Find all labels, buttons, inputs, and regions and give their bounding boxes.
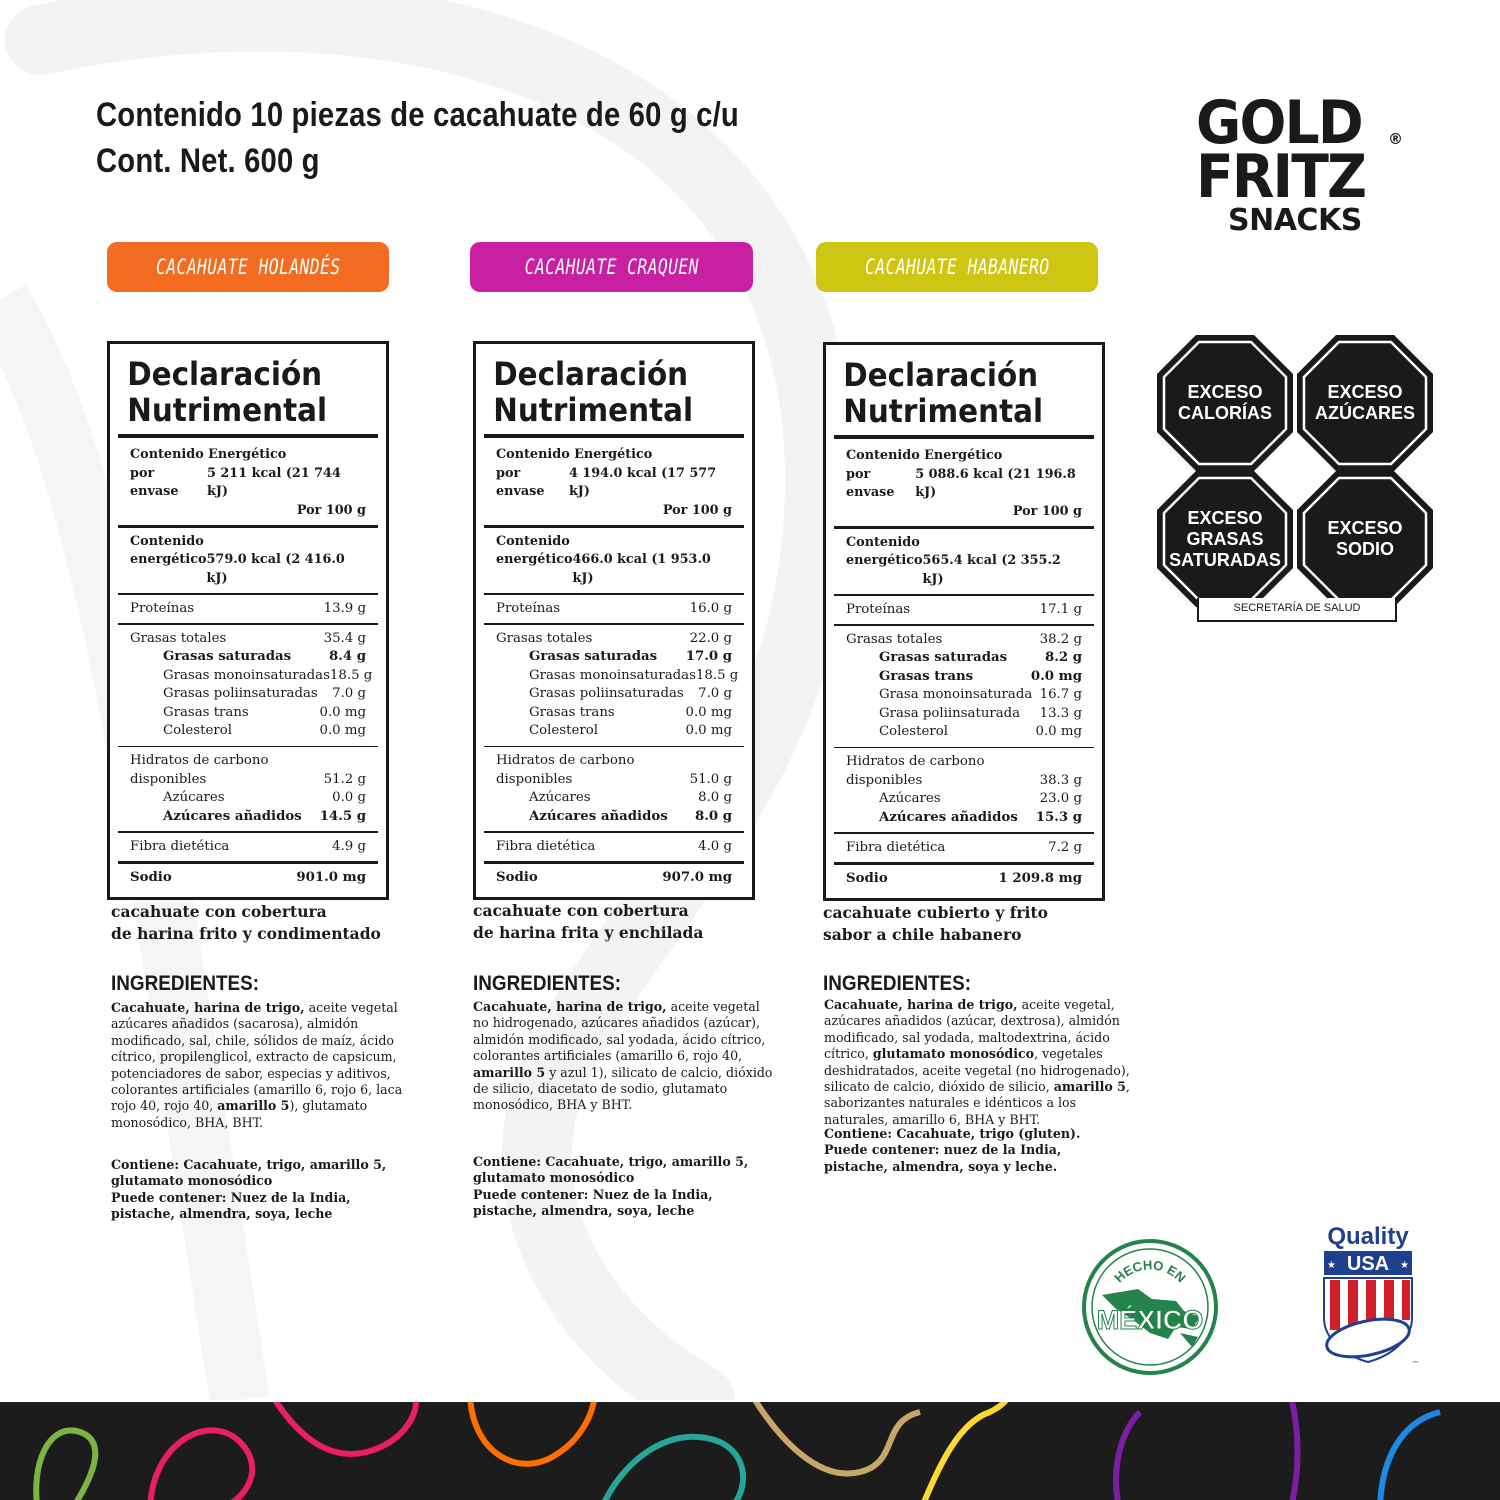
nutrition-panel-habanero bbox=[823, 342, 1105, 901]
ingredients-list-craquen bbox=[473, 999, 773, 1114]
divider bbox=[834, 435, 1094, 439]
ingredients-list-holandes bbox=[111, 1000, 411, 1131]
nutrient-value: 901.0 mg bbox=[296, 869, 366, 885]
fat-row bbox=[496, 704, 732, 723]
energy-label: Contenido Energético bbox=[130, 447, 287, 462]
energy-envase-label: por envase bbox=[130, 465, 179, 499]
fat-row bbox=[130, 704, 366, 723]
nutrient-label: Azúcares añadidos bbox=[163, 808, 302, 824]
seal-exceso-calorias bbox=[1155, 333, 1295, 473]
nutrient-value: 16.0 g bbox=[689, 600, 732, 616]
nutrient-label: Fibra dietética bbox=[496, 838, 596, 854]
nutrient-label: Grasas totales bbox=[130, 630, 227, 646]
ingredients-text: y azul 1), silicato de calcio, dióxido de silicio, diacetato de sodio, glutamato monosódico, BHA y BHT. bbox=[473, 1064, 773, 1113]
product-pill-craquen bbox=[470, 242, 753, 292]
nutrient-value: 38.3 g bbox=[1039, 772, 1082, 788]
fat-row bbox=[130, 667, 373, 686]
added-sugars-row bbox=[130, 808, 366, 827]
content-line: Contenido 10 piezas de cacahuate de 60 g c/u bbox=[96, 96, 739, 134]
nutrient-value: 17.1 g bbox=[1039, 601, 1082, 617]
divider bbox=[118, 623, 378, 625]
product-description-habanero bbox=[823, 902, 1048, 946]
panel-title-line: Declaración bbox=[843, 356, 1039, 394]
per-100g-label: Por 100 g bbox=[296, 502, 366, 518]
nutrient-value: 8.0 g bbox=[698, 790, 732, 805]
fat-row bbox=[496, 722, 732, 741]
panel-title bbox=[118, 356, 394, 428]
nutrient-label: Colesterol bbox=[529, 723, 598, 738]
per-100g-label: Por 100 g bbox=[1012, 503, 1082, 519]
svg-text:★: ★ bbox=[1400, 1260, 1409, 1271]
ingredients-bold: amarillo 5 bbox=[1053, 1079, 1126, 1095]
squiggle-decoration bbox=[0, 1402, 1500, 1500]
fiber-row bbox=[846, 839, 1082, 858]
nutrient-label: Fibra dietética bbox=[130, 838, 230, 854]
nutrient-label: Sodio bbox=[496, 869, 538, 885]
fiber-row bbox=[496, 838, 732, 857]
seal-exceso-grasas-saturadas bbox=[1155, 469, 1295, 609]
energy-content-label: Contenido bbox=[496, 533, 570, 549]
nutrient-label: Sodio bbox=[130, 869, 172, 885]
nutrient-label: Proteínas bbox=[130, 600, 195, 616]
ingredients-text: , saborizantes naturales e idénticos a los naturales, amarillo 6, BHA y BHT. bbox=[824, 1079, 1130, 1127]
nutrient-value: 0.0 mg bbox=[319, 704, 366, 720]
registered-mark: ® bbox=[1388, 130, 1403, 148]
sugars-row bbox=[130, 789, 366, 808]
nutrient-value: 0.0 mg bbox=[685, 723, 732, 738]
divider bbox=[484, 434, 744, 438]
product-name: CACAHUATE CRAQUEN bbox=[524, 255, 699, 279]
nutrient-value: 7.2 g bbox=[1048, 839, 1082, 855]
badge-main-text: MÉXICO bbox=[1096, 1305, 1204, 1335]
added-sugars-row bbox=[496, 808, 732, 827]
seal-line: EXCESO bbox=[1327, 518, 1403, 538]
description-line: de harina frita y enchilada bbox=[473, 923, 704, 942]
nutrient-value: 15.3 g bbox=[1035, 809, 1082, 825]
peanut-shield-icon bbox=[1314, 1218, 1424, 1368]
protein-row bbox=[846, 601, 1082, 620]
seal-exceso-sodio bbox=[1295, 469, 1435, 609]
nutrient-value: 4.9 g bbox=[332, 838, 366, 854]
ingredients-heading: INGREDIENTES: bbox=[823, 972, 972, 995]
seal-line: SODIO bbox=[1335, 539, 1394, 559]
allergen-may-contain: Puede contener: Nuez de la India, pistache, almendra, soya, leche bbox=[473, 1186, 713, 1219]
sodium-row bbox=[130, 869, 366, 888]
panel-title-line: Nutrimental bbox=[127, 391, 328, 429]
nutrient-label: Grasas saturadas bbox=[879, 650, 1008, 665]
energy-content bbox=[834, 534, 1094, 590]
divider bbox=[118, 831, 378, 833]
nutrient-value: 7.0 g bbox=[332, 686, 366, 701]
panel-title-line: Nutrimental bbox=[843, 392, 1044, 430]
nutrient-label: Grasas totales bbox=[496, 630, 593, 646]
nutrient-value: 0.0 mg bbox=[685, 704, 732, 720]
seal-line: GRASAS bbox=[1186, 528, 1264, 549]
carbs-row bbox=[130, 771, 366, 790]
nutrient-label: disponibles bbox=[496, 771, 573, 787]
nutrient-value: 8.4 g bbox=[328, 649, 366, 664]
allergen-contains: Contiene: Cacahuate, trigo, amarillo 5, glutamato monosódico bbox=[111, 1157, 387, 1189]
badge-top-text: HECHO EN bbox=[1111, 1257, 1189, 1286]
energy-per-package bbox=[118, 446, 378, 520]
hecho-en-mexico-badge bbox=[1080, 1237, 1220, 1377]
product-pill-holandes bbox=[107, 242, 389, 292]
fat-row bbox=[846, 723, 1082, 742]
carbs-row bbox=[846, 772, 1082, 791]
description-line: cacahuate con cobertura bbox=[111, 902, 327, 921]
fat-row bbox=[130, 685, 366, 704]
ingredients-text: , vegetales deshidratados, aceite vegetal (no hidrogenado), silicato de calcio, dióxido de silicio, bbox=[824, 1046, 1130, 1095]
nutrient-label: Grasas saturadas bbox=[529, 649, 658, 664]
energy-envase-label: por envase bbox=[496, 465, 545, 499]
energy-envase-value: 5 088.6 kcal (21 196.8 kJ) bbox=[915, 466, 1076, 500]
nutrient-label: Azúcares bbox=[879, 791, 941, 806]
fat-row bbox=[496, 667, 739, 686]
energy-content-label: energético bbox=[846, 553, 923, 568]
logo-word-gold: GOLD bbox=[1196, 88, 1362, 158]
sugars-row bbox=[846, 790, 1082, 809]
nutrition-panel-craquen bbox=[473, 341, 755, 900]
nutrient-value: 13.3 g bbox=[1039, 705, 1082, 721]
allergens-craquen bbox=[473, 1154, 773, 1220]
fat-row bbox=[846, 686, 1082, 705]
nutrient-value: 14.5 g bbox=[319, 808, 366, 824]
energy-content bbox=[118, 533, 378, 589]
nutrient-value: 13.9 g bbox=[323, 600, 366, 616]
description-line: sabor a chile habanero bbox=[823, 925, 1022, 944]
fat-row bbox=[846, 705, 1082, 724]
nutrient-value: 17.0 g bbox=[685, 649, 732, 664]
divider bbox=[118, 434, 378, 438]
allergens-holandes bbox=[111, 1157, 401, 1223]
nutrient-label: Grasa monoinsaturada bbox=[879, 687, 1033, 702]
nutrient-value: 16.7 g bbox=[1039, 687, 1082, 702]
nutrient-value: 51.2 g bbox=[323, 771, 366, 787]
total-fat-row bbox=[496, 630, 732, 649]
nutrient-label: Fibra dietética bbox=[846, 839, 946, 855]
divider bbox=[834, 747, 1094, 749]
ingredients-bold: Cacahuate, harina de trigo, bbox=[473, 999, 667, 1014]
ingredients-heading: INGREDIENTES: bbox=[473, 972, 622, 995]
quality-text: Quality bbox=[1327, 1223, 1409, 1250]
nutrient-label: Proteínas bbox=[846, 601, 911, 617]
divider bbox=[834, 624, 1094, 626]
ingredients-bold: Cacahuate, harina de trigo, bbox=[824, 997, 1018, 1012]
ingredients-heading: INGREDIENTES: bbox=[111, 972, 260, 995]
divider bbox=[118, 593, 378, 595]
nutrient-value: 8.0 g bbox=[694, 808, 732, 824]
seal-line: EXCESO bbox=[1327, 382, 1403, 402]
energy-envase-value: 5 211 kcal (21 744 kJ) bbox=[207, 465, 341, 499]
tm-mark: ™ bbox=[1412, 1360, 1419, 1368]
allergen-may-contain: Puede contener: nuez de la India, pistache, almendra, soya y leche. bbox=[824, 1142, 1062, 1174]
protein-row bbox=[130, 600, 366, 619]
divider bbox=[834, 594, 1094, 596]
allergens-habanero bbox=[824, 1126, 1114, 1175]
ingredients-bold: Cacahuate, harina de trigo, bbox=[111, 1000, 305, 1015]
energy-content-label: energético bbox=[496, 552, 573, 567]
divider bbox=[118, 746, 378, 748]
nutrient-label: Grasas monoinsaturadas bbox=[529, 667, 696, 683]
energy-per-package bbox=[484, 446, 744, 520]
divider bbox=[118, 861, 378, 864]
nutrient-label: Azúcares bbox=[529, 790, 591, 805]
product-description-craquen bbox=[473, 900, 703, 944]
divider bbox=[118, 525, 378, 528]
energy-label: Contenido Energético bbox=[496, 447, 653, 462]
panel-title-line: Nutrimental bbox=[493, 391, 694, 429]
nutrient-value: 0.0 mg bbox=[319, 723, 366, 738]
package-content-heading bbox=[96, 92, 739, 184]
quality-usa-badge bbox=[1314, 1218, 1424, 1368]
description-line: cacahuate con cobertura bbox=[473, 901, 689, 920]
divider bbox=[484, 525, 744, 528]
divider bbox=[484, 623, 744, 625]
nutrient-label: Grasas trans bbox=[879, 668, 974, 684]
nutrient-label: Sodio bbox=[846, 870, 888, 886]
total-fat-row bbox=[846, 631, 1082, 650]
nutrient-label: Azúcares bbox=[163, 790, 225, 805]
energy-envase-value: 4 194.0 kcal (17 577 kJ) bbox=[568, 465, 717, 499]
nutrient-value: 0.0 g bbox=[332, 790, 366, 805]
sugars-row bbox=[496, 789, 732, 808]
carbs-row bbox=[846, 753, 1082, 772]
nutrient-label: Grasas trans bbox=[529, 704, 615, 720]
decorative-band bbox=[0, 1402, 1500, 1500]
allergen-contains: Contiene: Cacahuate, trigo, amarillo 5, glutamato monosódico bbox=[473, 1154, 749, 1186]
energy-label: Contenido Energético bbox=[846, 448, 1003, 463]
mexico-map-icon bbox=[1080, 1237, 1220, 1377]
nutrient-value: 907.0 mg bbox=[662, 869, 732, 885]
sodium-row bbox=[846, 870, 1082, 889]
seal-line: EXCESO bbox=[1187, 382, 1263, 402]
ingredients-text: aceite vegetal no hidrogenado, azúcares añadidos (azúcar), almidón modificado, sal yodada, ácido cítrico, colorantes artificiales (amarillo 6, rojo 40, bbox=[473, 999, 766, 1064]
divider bbox=[484, 746, 744, 748]
seal-line: SATURADAS bbox=[1169, 549, 1281, 570]
net-content-line: Cont. Net. 600 g bbox=[96, 142, 320, 180]
product-name: CACAHUATE HOLANDÉS bbox=[155, 255, 341, 279]
nutrient-label: Grasas totales bbox=[846, 631, 943, 647]
total-fat-row bbox=[130, 630, 366, 649]
energy-content bbox=[484, 533, 744, 589]
ingredients-list-habanero bbox=[824, 997, 1130, 1128]
seal-exceso-azucares bbox=[1295, 333, 1435, 473]
energy-content-label: Contenido bbox=[130, 533, 204, 549]
divider bbox=[834, 832, 1094, 834]
nutrient-label: Grasas trans bbox=[163, 704, 249, 720]
nutrition-panel-holandes bbox=[107, 341, 389, 900]
carbs-row bbox=[496, 771, 732, 790]
ingredients-bold: amarillo 5 bbox=[217, 1098, 290, 1114]
energy-content-value: 565.4 kcal (2 355.2 kJ) bbox=[922, 553, 1061, 587]
energy-content-label: Contenido bbox=[846, 534, 920, 550]
ingredients-text: aceite vegetal azúcares añadidos (sacarosa), almidón modificado, sal, chile, sólidos de maíz, ácido cítrico, propilenglicol, extracto de capsicum, potenciadores de sabor, especias y aditivos, colorantes artificiales (amarillo 6, rojo 6, laca rojo 40, rojo 40, bbox=[111, 1000, 403, 1114]
nutrient-label: Azúcares añadidos bbox=[529, 808, 668, 824]
gold-fritz-logo bbox=[1196, 88, 1416, 238]
nutrient-label: Grasa poliinsaturada bbox=[879, 705, 1021, 721]
nutrient-value: 38.2 g bbox=[1039, 631, 1082, 647]
divider bbox=[484, 831, 744, 833]
panel-title-line: Declaración bbox=[127, 355, 323, 393]
logo-word-fritz: FRITZ bbox=[1196, 142, 1366, 212]
carbs-row bbox=[130, 752, 366, 771]
nutrient-value: 18.5 g bbox=[329, 667, 373, 683]
product-name: CACAHUATE HABANERO bbox=[864, 255, 1050, 279]
seal-line: EXCESO bbox=[1187, 507, 1263, 528]
fat-row bbox=[846, 649, 1082, 668]
fat-row bbox=[496, 648, 732, 667]
added-sugars-row bbox=[846, 809, 1082, 828]
nutrient-value: 23.0 g bbox=[1039, 791, 1082, 806]
nutrient-label: Hidratos de carbono bbox=[496, 753, 635, 768]
panel-title bbox=[834, 357, 1110, 429]
seal-authority: SECRETARÍA DE SALUD bbox=[1197, 598, 1397, 622]
nutrient-value: 7.0 g bbox=[698, 686, 732, 701]
allergen-may-contain: Puede contener: Nuez de la India, pistache, almendra, soya, leche bbox=[111, 1189, 351, 1222]
nutrient-label: Grasas saturadas bbox=[163, 649, 292, 664]
description-line: cacahuate cubierto y frito bbox=[823, 903, 1048, 922]
nutrient-value: 18.5 g bbox=[695, 667, 739, 683]
fat-row bbox=[130, 648, 366, 667]
ingredients-text: ), glutamato monosódico, BHA, BHT. bbox=[111, 1098, 368, 1130]
divider bbox=[484, 593, 744, 595]
energy-content-value: 579.0 kcal (2 416.0 kJ) bbox=[206, 552, 345, 586]
product-description-holandes bbox=[111, 901, 381, 945]
nutrient-value: 0.0 mg bbox=[1035, 724, 1082, 739]
nutrient-value: 35.4 g bbox=[323, 630, 366, 646]
divider bbox=[484, 861, 744, 864]
protein-row bbox=[496, 600, 732, 619]
ingredients-text: aceite vegetal, azúcares añadidos (azúcar, dextrosa), almidón modificado, sal yodada, maltodextrina, ácido cítrico, bbox=[824, 997, 1120, 1062]
nutrient-value: 8.2 g bbox=[1044, 650, 1082, 665]
svg-text:★: ★ bbox=[1327, 1260, 1336, 1271]
ingredients-bold: amarillo 5 bbox=[473, 1064, 546, 1080]
divider bbox=[834, 862, 1094, 865]
nutrient-value: 4.0 g bbox=[698, 838, 732, 854]
allergen-contains: Contiene: Cacahuate, trigo (gluten). bbox=[824, 1126, 1081, 1141]
warning-seals bbox=[1155, 333, 1437, 623]
per-100g-label: Por 100 g bbox=[662, 502, 732, 518]
sodium-row bbox=[496, 869, 732, 888]
nutrient-label: Grasas poliinsaturadas bbox=[163, 686, 318, 701]
energy-per-package bbox=[834, 447, 1094, 521]
nutrient-label: Azúcares añadidos bbox=[879, 809, 1018, 825]
energy-envase-label: por envase bbox=[846, 466, 895, 500]
fat-row bbox=[846, 668, 1082, 687]
logo-word-snacks: SNACKS bbox=[1228, 203, 1362, 238]
fat-row bbox=[496, 685, 732, 704]
seal-line: AZÚCARES bbox=[1314, 403, 1415, 423]
divider bbox=[834, 526, 1094, 529]
seal-line: CALORÍAS bbox=[1178, 403, 1272, 423]
carbs-row bbox=[496, 752, 732, 771]
nutrient-label: Grasas monoinsaturadas bbox=[163, 667, 330, 683]
nutrient-label: Hidratos de carbono bbox=[846, 754, 985, 769]
nutrient-value: 1 209.8 mg bbox=[998, 870, 1082, 886]
fat-row bbox=[130, 722, 366, 741]
description-line: de harina frito y condimentado bbox=[111, 924, 381, 943]
nutrient-label: disponibles bbox=[846, 772, 923, 788]
nutrient-label: Proteínas bbox=[496, 600, 561, 616]
energy-content-label: energético bbox=[130, 552, 207, 567]
fiber-row bbox=[130, 838, 366, 857]
ingredients-bold: glutamato monosódico bbox=[872, 1046, 1035, 1062]
nutrient-label: disponibles bbox=[130, 771, 207, 787]
product-pill-habanero bbox=[816, 242, 1098, 292]
nutrient-label: Grasas poliinsaturadas bbox=[529, 686, 684, 701]
nutrient-label: Colesterol bbox=[163, 723, 232, 738]
nutrient-value: 0.0 mg bbox=[1030, 668, 1082, 684]
nutrient-label: Hidratos de carbono bbox=[130, 753, 269, 768]
panel-title-line: Declaración bbox=[493, 355, 689, 393]
usa-text: USA bbox=[1346, 1253, 1390, 1275]
nutrient-label: Colesterol bbox=[879, 724, 948, 739]
nutrient-value: 51.0 g bbox=[689, 771, 732, 787]
energy-content-value: 466.0 kcal (1 953.0 kJ) bbox=[572, 552, 711, 586]
nutrient-value: 22.0 g bbox=[689, 630, 732, 646]
panel-title bbox=[484, 356, 760, 428]
